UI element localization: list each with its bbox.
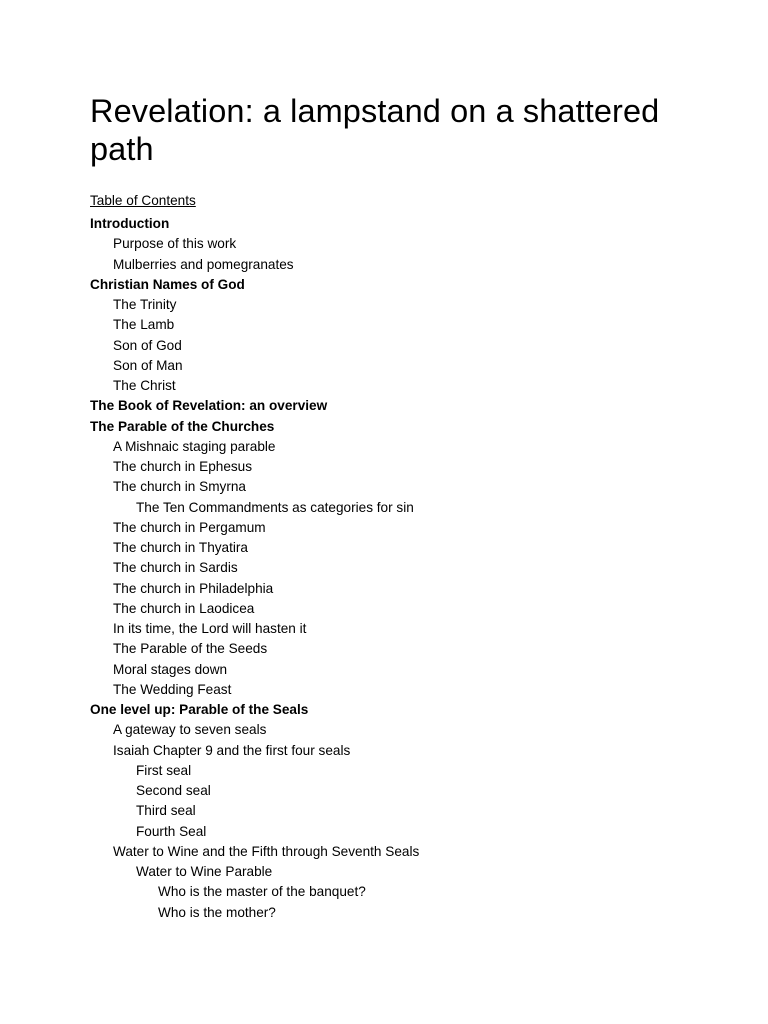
toc-subsection-link[interactable]: The church in Thyatira	[113, 540, 248, 555]
toc-subsection-link[interactable]: The church in Pergamum	[113, 519, 266, 535]
toc-section-link[interactable]: Introduction	[90, 216, 170, 231]
toc-subsection-link[interactable]: A gateway to seven seals	[113, 722, 267, 738]
toc-subsection-link[interactable]: Water to Wine Parable	[136, 864, 273, 879]
toc-subsection-link[interactable]: Who is the mother?	[158, 904, 276, 920]
toc-subsection-link[interactable]: Second seal	[136, 783, 211, 798]
toc-subsection-link[interactable]: Moral stages down	[113, 661, 228, 677]
toc-section-link[interactable]: The Parable of the Churches	[90, 418, 275, 434]
toc-subsection-link[interactable]: Third seal	[136, 803, 196, 819]
toc-subsection-link[interactable]: Who is the master of the banquet?	[158, 884, 366, 900]
toc-subsection-link[interactable]: Fourth Seal	[136, 823, 207, 839]
toc-subsection-link[interactable]: The Wedding Feast	[113, 681, 232, 697]
toc-section-link[interactable]: The Book of Revelation: an overview	[90, 398, 328, 414]
toc-subsection-link[interactable]: The Lamb	[113, 317, 175, 333]
document-title: Revelation: a lampstand on a shattered path	[90, 93, 660, 167]
toc-subsection-link[interactable]: The Ten Commandments as categories for sin	[136, 499, 414, 515]
toc-subsection-link[interactable]: The Trinity	[113, 297, 177, 312]
toc-subsection-link[interactable]: Son of God	[113, 337, 182, 353]
toc-subsection-link[interactable]: Son of Man	[113, 357, 183, 373]
toc-subsection-link[interactable]: The Christ	[113, 378, 176, 393]
toc-subsection-link[interactable]: A Mishnaic staging parable	[113, 438, 276, 454]
toc-subsection-link[interactable]: The church in Laodicea	[113, 600, 255, 616]
toc-subsection-link[interactable]: The church in Smyrna	[113, 479, 246, 495]
toc-subsection-link[interactable]: The church in Ephesus	[113, 459, 253, 474]
toc-subsection-link[interactable]: Mulberries and pomegranates	[113, 256, 294, 272]
toc-subsection-link[interactable]: First seal	[136, 762, 192, 778]
table-of-contents	[90, 214, 690, 923]
document-page	[90, 92, 690, 923]
toc-subsection-link[interactable]: Water to Wine and the Fifth through Seventh Seals	[113, 843, 420, 859]
toc-subsection-link[interactable]: In its time, the Lord will hasten it	[113, 621, 307, 636]
toc-section-link[interactable]: One level up: Parable of the Seals	[90, 702, 309, 717]
toc-subsection-link[interactable]: Isaiah Chapter 9 and the first four seals	[113, 742, 351, 758]
toc-subsection-link[interactable]: The church in Sardis	[113, 560, 238, 576]
toc-subsection-link[interactable]: The church in Philadelphia	[113, 580, 274, 596]
toc-heading-link[interactable]: Table of Contents	[90, 193, 196, 208]
toc-subsection-link[interactable]: The Parable of the Seeds	[113, 641, 268, 657]
toc-subsection-link[interactable]: Purpose of this work	[113, 236, 237, 252]
toc-section-link[interactable]: Christian Names of God	[90, 276, 245, 292]
